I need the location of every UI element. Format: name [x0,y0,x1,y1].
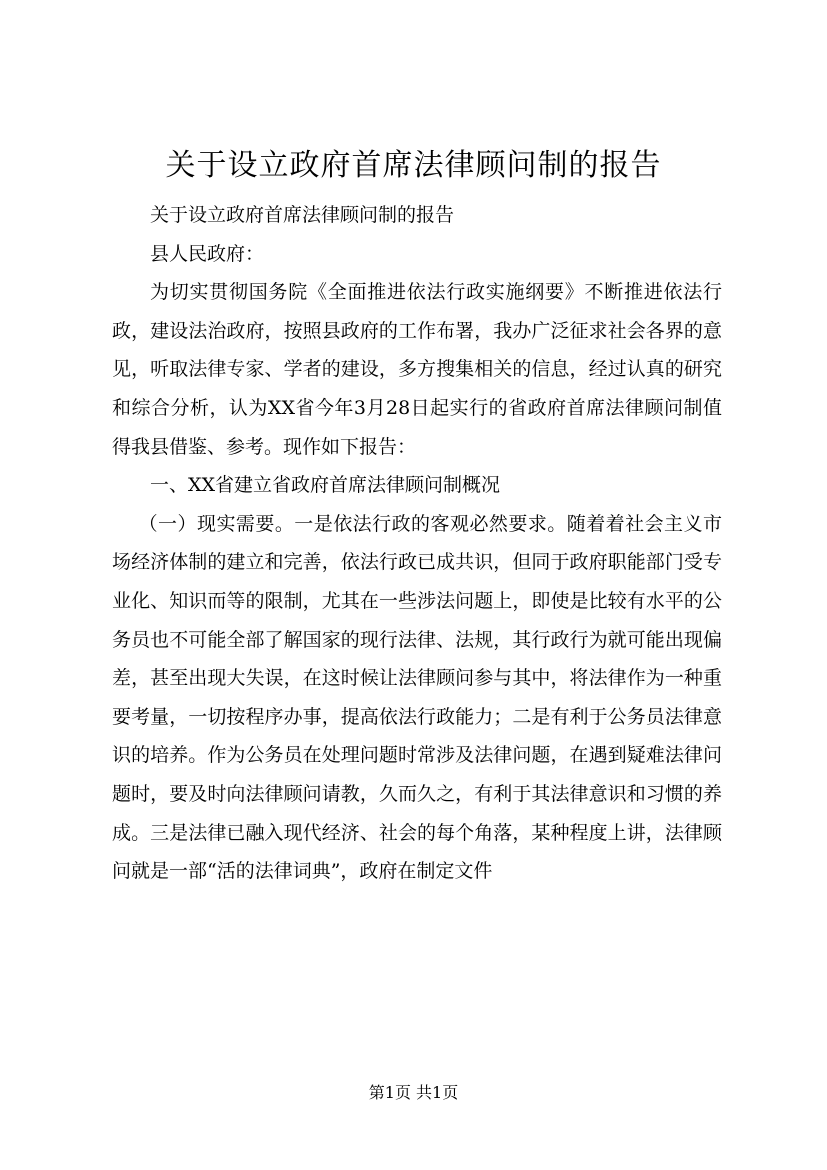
section-heading-overview: 一、XX省建立省政府首席法律顾问制概况 [150,474,501,497]
document-title: 关于设立政府首席法律顾问制的报告 [165,148,662,183]
paragraph-intro: 为切实贯彻国务院《全面推进依法行政实施纲要》不断推进依法行政，建设法治政府，按照县政府的工作布署，我办广泛征求社会各界的意见，听取法律专家、学者的建设，多方搜集相关的信息，经过认真的研究和综合分析，认为XX省今年3月28日起实行的省政府首席法律顾问制值得我县借鉴、参考。现作如下报告： [112,281,722,458]
paragraph-practical-needs: （一）现实需要。一是依法行政的客观必然要求。随着着社会主义市场经济体制的建立和完善，依法行政已成共识，但同于政府职能部门受专业化、知识而等的限制，尤其在一些涉法问题上，即使是比较有水平的公务员也不可能全部了解国家的现行法律、法规，其行政行为就可能出现偏差，甚至出现大失误，在这时候让法律顾问参与其中，将法律作为一种重要考量，一切按程序办事，提高依法行政能力；二是有利于公务员法律意识的培养。作为公务员在处理问题时常涉及法律问题，在遇到疑难法律问题时，要及时向法律顾问请教，久而久之，有利于其法律意识和习惯的养成。三是法律已融入现代经济、社会的每个角落，某种程度上讲，法律顾问就是一部“活的法律词典”，政府在制定文件 [112,512,722,883]
page-number: 第1页 共1页 [368,1083,459,1102]
paragraph-addressee: 县人民政府： [150,242,265,265]
document-body [112,196,722,891]
paragraph-subtitle: 关于设立政府首席法律顾问制的报告 [150,204,455,226]
